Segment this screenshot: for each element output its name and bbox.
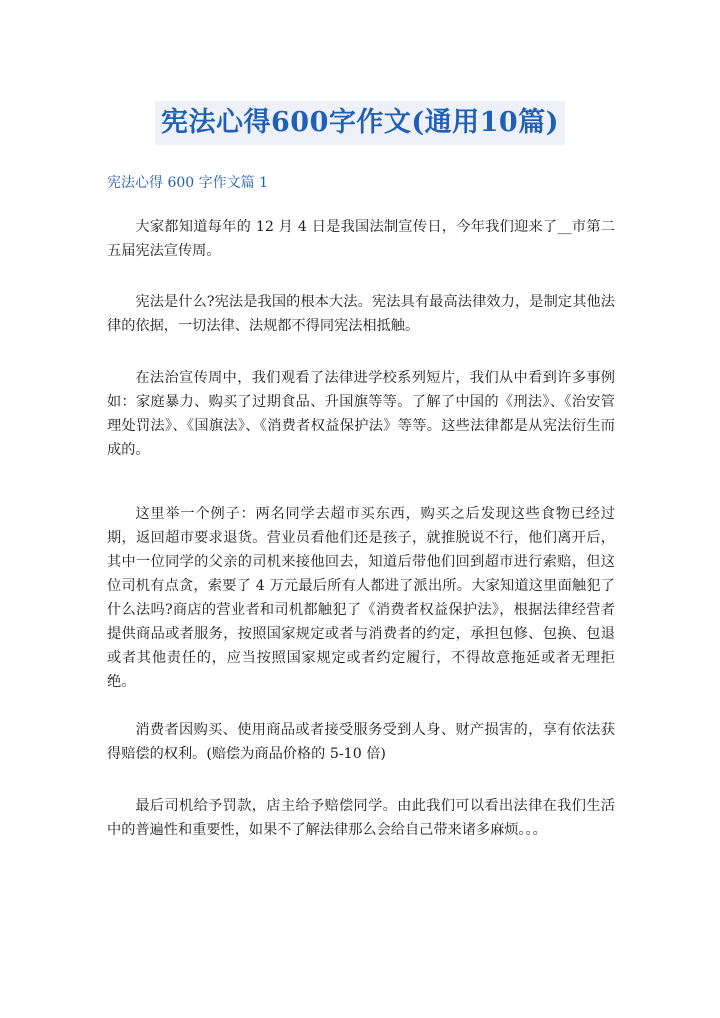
paragraph-2: 宪法是什么?宪法是我国的根本大法。宪法具有最高法律效力，是制定其他法律的依据，一切法律、法规都不得同宪法相抵触。 — [107, 294, 615, 334]
paragraph-1: 大家都知道每年的 12 月 4 日是我国法制宣传日，今年我们迎来了__市第二五届宪法宣传周。 — [107, 219, 615, 259]
document-title-text: 宪法心得600字作文(通用10篇) — [155, 101, 565, 145]
paragraph-6: 最后司机给予罚款，店主给予赔偿同学。由此我们可以看出法律在我们生活中的普遍性和重要性，如果不了解法律那么会给自己带来诸多麻烦。。。 — [107, 798, 615, 838]
section-heading: 宪法心得 600 字作文篇 1 — [107, 175, 268, 191]
paragraph-4: 这里举一个例子：两名同学去超市买东西，购买之后发现这些食物已经过期，返回超市要求退货。营业员看他们还是孩子，就推脱说不行，他们离开后，其中一位同学的父亲的司机来接他回去，知道后带他们回到超市进行索赔，但这位司机有点贪，索要了 4 万元最后所有人都进了派出所。大家知道这里面触犯了什么法吗?商店的营业者和司机都触犯了《消费者权益保护法》，根据法律经营者提供商品或者服务，按照国家规定或者与消费者的约定，承担包修、包换、包退或者其他责任的，应当按照国家规定或者约定履行，不得故意拖延或者无理拒绝。 — [107, 506, 615, 690]
paragraph-5: 消费者因购买、使用商品或者接受服务受到人身、财产损害的，享有依法获得赔偿的权利。(赔偿为商品价格的 5-10 倍) — [107, 722, 615, 762]
document-title — [0, 101, 720, 145]
paragraph-3: 在法治宣传周中，我们观看了法律进学校系列短片，我们从中看到许多事例如：家庭暴力、购买了过期食品、升国旗等等。了解了中国的《刑法》、《治安管理处罚法》、《国旗法》、《消费者权益保护法》等等。这些法律都是从宪法衍生而成的。 — [107, 370, 615, 458]
